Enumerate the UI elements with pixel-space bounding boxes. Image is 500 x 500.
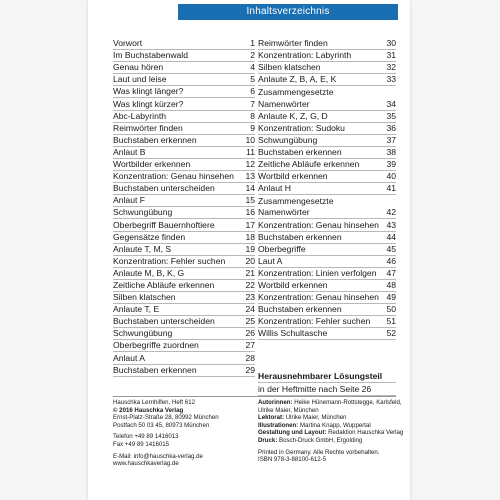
toc-entry [258, 232, 396, 244]
toc-entry-page: 12 [245, 159, 255, 170]
toc-entry-page: 43 [386, 219, 396, 230]
toc-entry-page: 35 [386, 110, 396, 121]
print-label: Druck: [258, 436, 278, 444]
toc-entry [113, 304, 255, 316]
imprint-credits [258, 399, 404, 464]
toc-entry [258, 38, 396, 50]
toc-right-column [258, 38, 396, 340]
toc-entry-page: 30 [386, 38, 396, 49]
toc-entry-page: 8 [250, 110, 255, 121]
toc-entry [113, 62, 255, 74]
toc-entry-page: 42 [386, 207, 396, 218]
toc-entry-page: 40 [386, 171, 396, 182]
toc-entry [113, 38, 255, 50]
email-link[interactable]: E-Mail: info@hauschka-verlag.de [113, 452, 203, 460]
toc-entry-title: Anlaute M, B, K, G [113, 267, 185, 278]
removable-subtext: in der Heftmitte nach Seite 26 [258, 383, 396, 396]
toc-entry-page: 19 [245, 243, 255, 254]
illustrations-label: Illustrationen: [258, 421, 299, 429]
toc-entry-title: Reimwörter finden [113, 122, 183, 133]
page-title: Inhaltsverzeichnis [178, 4, 398, 20]
toc-entry-title: Reimwörter finden [258, 38, 328, 49]
toc-entry-title: Anlaute T, M, S [113, 243, 172, 254]
toc-entry-title: Schwungübung [113, 328, 173, 339]
toc-entry-page: 17 [245, 219, 255, 230]
toc-entry-title: Konzentration: Genau hinsehen [258, 292, 379, 303]
toc-entry [113, 365, 255, 377]
fax-line: Fax +49 89 1416015 [113, 440, 170, 448]
toc-entry [258, 268, 396, 280]
toc-entry-page: 45 [386, 243, 396, 254]
toc-entry [258, 111, 396, 123]
toc-entry-title: Oberbegriff Bauernhoftiere [113, 219, 215, 230]
isbn-line: ISBN 978-3-88100-612-5 [258, 456, 327, 464]
toc-entry-page: 32 [386, 62, 396, 73]
toc-entry-title: Vorwort [113, 38, 143, 49]
toc-entry-page: 51 [386, 316, 396, 327]
toc-entry-title: Anlaut F [113, 195, 146, 206]
toc-entry-page: 34 [386, 98, 396, 109]
toc-entry-title: Buchstaben erkennen [258, 146, 342, 157]
toc-entry [258, 219, 396, 231]
removable-heading: Herausnehmbarer Lösungsteil [258, 370, 396, 383]
toc-entry-page: 50 [386, 304, 396, 315]
toc-entry [113, 219, 255, 231]
toc-entry [258, 135, 396, 147]
toc-entry [258, 195, 396, 207]
toc-entry-page: 44 [386, 231, 396, 242]
toc-entry-page: 25 [245, 316, 255, 327]
imprint [113, 396, 404, 468]
toc-entry [258, 147, 396, 159]
toc-entry [113, 280, 255, 292]
toc-entry-title: Schwungübung [258, 134, 318, 145]
toc-entry-title: Konzentration: Genau hinsehen [258, 219, 379, 230]
toc-entry [113, 111, 255, 123]
illustrations-value: Martina Knapp, Wuppertal [300, 421, 371, 429]
toc-entry-page: 28 [245, 352, 255, 363]
toc-entry [258, 183, 396, 195]
toc-entry-page: 13 [245, 171, 255, 182]
toc-entry [113, 123, 255, 135]
toc-entry-title: Wortbild erkennen [258, 171, 328, 182]
toc-entry [113, 352, 255, 364]
toc-entry-page: 9 [250, 122, 255, 133]
authors-value-2: Ulrike Maier, München [258, 406, 319, 414]
toc-entry [113, 292, 255, 304]
toc-entry-title: Oberbegriffe [258, 243, 306, 254]
toc-entry [113, 98, 255, 110]
toc-entry [258, 292, 396, 304]
toc-entry-title: Konzentration: Sudoku [258, 122, 345, 133]
toc-entry-title: Laut A [258, 255, 283, 266]
rights-line: Printed in Germany. Alle Rechte vorbehalten. [258, 448, 380, 456]
toc-entry-page: 18 [245, 231, 255, 242]
authors-value: Heike Hünemann-Rottstegge, Karlsfeld, [294, 399, 402, 406]
toc-entry [258, 98, 396, 110]
toc-entry-title: Konzentration: Labyrinth [258, 50, 352, 61]
phone-line: Telefon +49 89 1416013 [113, 433, 179, 441]
toc-entry [113, 50, 255, 62]
toc-entry-page: 24 [245, 304, 255, 315]
toc-entry [113, 232, 255, 244]
toc-entry-page: 23 [245, 292, 255, 303]
toc-entry-title: Was klingt länger? [113, 86, 184, 97]
toc-entry [113, 147, 255, 159]
address-line: Ernst-Platz-Straße 28, 80992 München [113, 414, 219, 422]
toc-entry-title: Im Buchstabenwald [113, 50, 188, 61]
toc-entry-title: Willis Schultasche [258, 328, 328, 339]
toc-entry-page: 47 [386, 267, 396, 278]
toc-entry [258, 50, 396, 62]
toc-entry-title: Oberbegriffe zuordnen [113, 340, 199, 351]
toc-entry-page: 37 [386, 134, 396, 145]
toc-entry-page: 10 [245, 134, 255, 145]
toc-entry-page: 46 [386, 255, 396, 266]
toc-entry [113, 135, 255, 147]
toc-entry-title: Konzentration: Linien verfolgen [258, 267, 377, 278]
toc-entry-page: 16 [245, 207, 255, 218]
toc-entry-page: 20 [245, 255, 255, 266]
toc-entry [258, 244, 396, 256]
toc-entry-title: Anlaute K, Z, G, D [258, 110, 328, 121]
toc-entry-page: 2 [250, 50, 255, 61]
toc-entry-title: Schwungübung [113, 207, 173, 218]
design-value: Redaktion Hauschka Verlag [328, 429, 404, 437]
toc-entry-title: Zusammengesetzte [258, 87, 334, 98]
toc-entry-title: Zusammengesetzte [258, 196, 334, 207]
toc-entry-title: Konzentration: Fehler suchen [113, 255, 226, 266]
toc-entry-title: Silben klatschen [258, 62, 321, 73]
toc-entry [113, 328, 255, 340]
toc-entry-page: 27 [245, 340, 255, 351]
toc-entry-page: 6 [250, 86, 255, 97]
toc-entry [113, 244, 255, 256]
series-line: Hauschka Lernhilfen, Heft 612 [113, 399, 195, 406]
toc-entry-title: Konzentration: Genau hinsehen [113, 171, 234, 182]
editor-label: Lektorat: [258, 414, 285, 422]
toc-entry-page: 21 [245, 267, 255, 278]
toc-entry [258, 256, 396, 268]
toc-entry [113, 159, 255, 171]
toc-entry [258, 171, 396, 183]
toc-entry [113, 316, 255, 328]
toc-entry-title: Was klingt kürzer? [113, 98, 184, 109]
toc-entry-title: Buchstaben erkennen [113, 134, 197, 145]
toc-entry-page: 33 [386, 74, 396, 85]
website-link[interactable]: www.hauschkaverlag.de [113, 460, 179, 468]
toc-entry-page: 26 [245, 328, 255, 339]
toc-entry [258, 62, 396, 74]
toc-entry [258, 86, 396, 98]
toc-entry [113, 74, 255, 86]
toc-entry-page: 22 [245, 279, 255, 290]
toc-entry-page: 39 [386, 159, 396, 170]
toc-entry-page: 38 [386, 146, 396, 157]
toc-entry-page: 49 [386, 292, 396, 303]
toc-entry [258, 159, 396, 171]
toc-entry [258, 207, 396, 219]
toc-entry-title: Anlaut A [113, 352, 146, 363]
toc-entry-page: 11 [246, 146, 255, 157]
toc-entry-title: Abc-Labyrinth [113, 110, 167, 121]
toc-entry [258, 328, 396, 340]
toc-entry-page: 29 [245, 364, 255, 375]
toc-entry-title: Buchstaben unterscheiden [113, 183, 215, 194]
toc-entry-page: 1 [250, 38, 255, 49]
toc-entry-title: Anlaut B [113, 146, 146, 157]
toc-entry-title: Zeitliche Abläufe erkennen [113, 279, 215, 290]
toc-entry [258, 280, 396, 292]
toc-entry [113, 268, 255, 280]
copyright-line: © 2016 Hauschka Verlag [113, 406, 184, 414]
toc-entry [113, 171, 255, 183]
toc-entry-title: Wortbild erkennen [258, 279, 328, 290]
toc-entry-page: 15 [245, 195, 255, 206]
print-value: Bosch-Druck GmbH, Ergolding [279, 436, 363, 444]
toc-entry-title: Silben klatschen [113, 292, 176, 303]
toc-entry-page: 48 [386, 279, 396, 290]
toc-entry-title: Buchstaben unterscheiden [113, 316, 215, 327]
toc-entry-page: 5 [250, 74, 255, 85]
toc-entry-page: 52 [386, 328, 396, 339]
toc-entry-page: 36 [386, 122, 396, 133]
toc-entry-title: Namenwörter [258, 207, 310, 218]
toc-entry [258, 74, 396, 86]
toc-entry-page: 31 [386, 50, 396, 61]
imprint-publisher [113, 399, 251, 468]
toc-entry [113, 256, 255, 268]
postbox-line: Postfach 50 03 45, 80973 München [113, 421, 210, 429]
toc-entry [258, 123, 396, 135]
toc-entry [113, 86, 255, 98]
toc-entry [258, 304, 396, 316]
toc-entry-title: Konzentration: Fehler suchen [258, 316, 371, 327]
toc-entry [113, 207, 255, 219]
toc-entry-title: Wortbilder erkennen [113, 159, 191, 170]
toc-entry [113, 183, 255, 195]
toc-entry-page: 7 [250, 98, 255, 109]
toc-entry-title: Anlaute Z, B, A, E, K [258, 74, 337, 85]
toc-entry-page: 41 [386, 183, 396, 194]
toc-entry-title: Gegensätze finden [113, 231, 186, 242]
toc-entry-title: Buchstaben erkennen [113, 364, 197, 375]
toc-entry [113, 195, 255, 207]
toc-entry-title: Buchstaben erkennen [258, 231, 342, 242]
toc-entry-title: Buchstaben erkennen [258, 304, 342, 315]
toc-entry [113, 340, 255, 352]
editor-value: Ulrike Maier, München [285, 414, 347, 422]
document-page [88, 0, 410, 500]
toc-entry-title: Zeitliche Abläufe erkennen [258, 159, 360, 170]
toc-entry-title: Anlaute T, E [113, 304, 160, 315]
toc-entry-title: Anlaut H [258, 183, 291, 194]
toc-entry-title: Namenwörter [258, 98, 310, 109]
toc-entry-title: Laut und leise [113, 74, 167, 85]
toc-entry-title: Genau hören [113, 62, 164, 73]
design-label: Gestaltung und Layout: [258, 429, 327, 437]
toc-left-column [113, 38, 255, 377]
toc-entry-page: 14 [245, 183, 255, 194]
toc-entry [258, 316, 396, 328]
authors-label: Autorinnen: [258, 399, 293, 406]
toc-entry-page: 4 [250, 62, 255, 73]
removable-solutions-note [258, 370, 396, 396]
